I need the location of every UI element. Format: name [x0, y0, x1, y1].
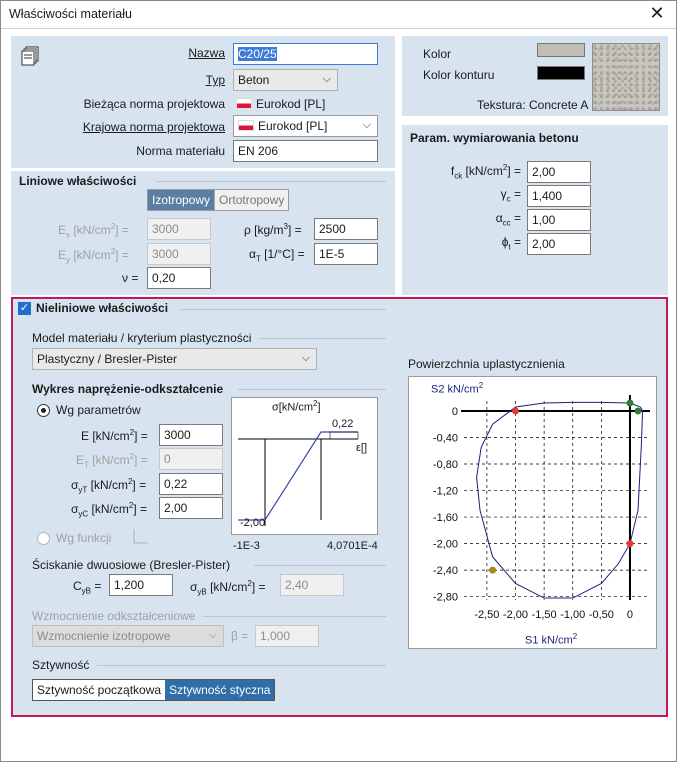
- model-select[interactable]: [32, 348, 317, 370]
- yield-point: [512, 407, 519, 414]
- biaxial-title: Ściskanie dwuosiowe (Bresler-Pister): [32, 558, 231, 572]
- syb-label: $\sigma_{yB}$ $[kN/cm^2]$ =: [190, 579, 266, 597]
- ey-value: 3000: [152, 247, 179, 261]
- x-tick-label: -1,00: [560, 609, 586, 621]
- stress-strain-diagram: [231, 397, 378, 535]
- by-parameters-label: Wg parametrów: [56, 403, 141, 417]
- contour-color-label: Kolor konturu: [423, 68, 495, 82]
- hardening-value: Wzmocnienie izotropowe: [37, 629, 171, 643]
- current-standard-text: Eurokod [PL]: [256, 97, 326, 111]
- y-tick-label: -0,40: [432, 432, 458, 445]
- current-standard-value: [236, 97, 325, 111]
- concrete-param-label: $\gamma_c$ =: [500, 187, 521, 204]
- y-tick-label: -2,40: [432, 565, 458, 578]
- x-tick-label: -0,50: [588, 609, 614, 621]
- beta-value: 1,000: [260, 629, 291, 643]
- yield-chart-title: Powierzchnia uplastycznienia: [408, 357, 565, 371]
- current-standard-label: Bieżąca norma projektowa: [83, 97, 225, 111]
- e-value: 3000: [164, 428, 191, 442]
- isotropic-option[interactable]: Izotropowy: [148, 190, 214, 210]
- color-swatch[interactable]: [537, 43, 585, 57]
- yield-point: [626, 399, 633, 406]
- ey-input: [147, 243, 211, 265]
- yield-xlabel: S1 $kN/cm^2$: [525, 632, 578, 647]
- rho-label: ρ $[kg/m^3]$ =: [244, 222, 302, 237]
- national-standard-select[interactable]: [233, 115, 378, 137]
- concrete-param-value: 2,00: [532, 165, 556, 179]
- typ-value: Beton: [238, 73, 270, 87]
- window-title: Właściwości materiału: [9, 7, 132, 21]
- y-tick-label: 0: [451, 405, 458, 418]
- orthotropic-option[interactable]: Ortotropowy: [214, 190, 288, 210]
- stiffness-title: Sztywność: [32, 658, 90, 672]
- chevron-down-icon: ⌵: [301, 352, 310, 364]
- flag-pl-icon: [238, 120, 254, 131]
- initial-stiffness-option[interactable]: Sztywność początkowa: [37, 683, 162, 697]
- chevron-down-icon: ⌵: [322, 73, 331, 85]
- material-standard-input[interactable]: [233, 140, 378, 162]
- concrete-param-input[interactable]: [527, 209, 591, 231]
- syc-value: 2,00: [164, 501, 188, 515]
- beta-label: β =: [231, 629, 249, 643]
- concrete-param-value: 2,00: [532, 237, 556, 251]
- nazwa-label: Nazwa: [188, 46, 225, 60]
- beta-input: [255, 625, 319, 647]
- stiffness-toggle[interactable]: [32, 679, 275, 701]
- flag-pl-icon: [236, 98, 252, 109]
- ey-label: $E_y$ $[kN/cm^2]$ =: [58, 247, 129, 265]
- mini-xmax: 4,0701E-4: [327, 540, 378, 552]
- chevron-down-icon: ⌵: [208, 629, 217, 641]
- et-label: $E_T$ $[kN/cm^2]$ =: [76, 452, 148, 470]
- divider: [238, 389, 386, 390]
- et-value: 0: [164, 452, 171, 466]
- concrete-title: Param. wymiarowania betonu: [410, 131, 579, 145]
- cyb-label: $C_{yB}$ =: [73, 579, 102, 596]
- syc-input[interactable]: [159, 497, 223, 519]
- chevron-down-icon: ⌵: [362, 119, 371, 131]
- hardening-select: [32, 625, 224, 647]
- nu-label: ν =: [122, 271, 139, 285]
- y-tick-label: -0,80: [432, 459, 458, 472]
- rho-value: 2500: [319, 222, 346, 236]
- by-function-label: Wg funkcji: [56, 531, 112, 545]
- alpha-t-value: 1E-5: [319, 247, 345, 261]
- yield-surface-curve: [477, 402, 643, 598]
- texture-label: Tekstura: Concrete A: [477, 98, 589, 112]
- syb-input: [280, 574, 344, 596]
- x-tick-label: 0: [626, 609, 634, 621]
- rho-input[interactable]: [314, 218, 378, 240]
- national-standard-value: Eurokod [PL]: [258, 119, 328, 133]
- nazwa-input[interactable]: [233, 43, 378, 65]
- et-input: [159, 448, 223, 470]
- concrete-param-input[interactable]: [527, 233, 591, 255]
- y-tick-label: -1,60: [432, 512, 458, 525]
- yield-ylabel: S2 $kN/cm^2$: [431, 381, 484, 396]
- divider: [97, 665, 386, 666]
- mini-eps-label: ε[]: [356, 442, 368, 454]
- y-tick-label: -2,00: [432, 538, 458, 551]
- syt-label: $\sigma_{yT}$ $[kN/cm^2]$ =: [71, 477, 147, 495]
- color-label: Kolor: [423, 47, 452, 61]
- close-icon[interactable]: ✕: [649, 3, 665, 23]
- concrete-param-label: $\alpha_{cc}$ =: [495, 211, 521, 228]
- concrete-param-input[interactable]: [527, 161, 591, 183]
- divider: [156, 181, 386, 182]
- stress-strain-plot: [232, 398, 379, 536]
- concrete-param-input[interactable]: [527, 185, 591, 207]
- syb-value: 2,40: [285, 578, 309, 592]
- nazwa-value: C20/25: [238, 47, 277, 61]
- model-label: Model materiału / kryterium plastyczności: [32, 331, 252, 345]
- divider: [181, 309, 386, 310]
- ex-input: [147, 218, 211, 240]
- function-graph-icon: [133, 528, 149, 546]
- x-tick-label: -1,50: [531, 609, 557, 621]
- tangent-stiffness-option[interactable]: Sztywność styczna: [165, 680, 274, 700]
- hardening-title: Wzmocnienie odkształceniowe: [32, 609, 196, 623]
- x-tick-label: -2,00: [502, 609, 529, 621]
- national-standard-label: Krajowa norma projektowa: [82, 120, 225, 134]
- mini-xmin: -1E-3: [233, 540, 260, 552]
- concrete-param-value: 1,400: [532, 189, 563, 203]
- e-label: E $[kN/cm^2]$ =: [81, 428, 148, 443]
- by-parameters-radio[interactable]: [37, 404, 50, 417]
- y-tick-label: -1,20: [432, 485, 458, 498]
- title-bar: [1, 1, 676, 29]
- divider: [203, 616, 386, 617]
- contour-color-swatch[interactable]: [537, 66, 585, 80]
- stress-strain-title: Wykres naprężenie-odkształcenie: [32, 382, 224, 396]
- cyb-value: 1,200: [114, 578, 145, 592]
- concrete-param-label: $\phi_t$ =: [501, 235, 521, 252]
- syt-input[interactable]: [159, 473, 223, 495]
- model-value: Plastyczny / Bresler-Pister: [37, 352, 178, 366]
- cyb-input[interactable]: [109, 574, 173, 596]
- isotropy-toggle[interactable]: [147, 189, 289, 211]
- material-standard-label: Norma materiału: [136, 144, 225, 158]
- x-tick-label: -2,50: [474, 609, 500, 621]
- concrete-param-value: 1,00: [532, 213, 556, 227]
- alpha-t-label: $\alpha_T$ [1/°C] =: [249, 247, 305, 264]
- yield-chart: [408, 376, 657, 649]
- mini-sigma-label: $\sigma[kN/cm^2]$: [272, 399, 321, 414]
- material-standard-value: EN 206: [238, 144, 279, 158]
- mini-bot-value: -2,00: [240, 517, 266, 529]
- nonlinear-checkbox[interactable]: ✓: [19, 302, 30, 314]
- yield-point: [634, 407, 641, 414]
- divider: [254, 565, 386, 566]
- yield-chart-plot: [409, 377, 658, 650]
- divider: [259, 338, 386, 339]
- nu-input[interactable]: [147, 267, 211, 289]
- concrete-param-label: $f_{ck}$ $[kN/cm^2]$ =: [450, 163, 521, 181]
- linear-title: Liniowe właściwości: [19, 174, 137, 188]
- syt-value: 0,22: [164, 477, 188, 491]
- ex-label: $E_x$ $[kN/cm^2]$ =: [58, 222, 129, 240]
- texture-preview[interactable]: [592, 43, 660, 111]
- ex-value: 3000: [152, 222, 179, 236]
- nonlinear-title: Nieliniowe właściwości: [36, 301, 169, 315]
- typ-label: Typ: [205, 73, 225, 87]
- material-library-icon[interactable]: [21, 46, 41, 66]
- yield-point: [626, 540, 633, 547]
- e-input[interactable]: [159, 424, 223, 446]
- syc-label: $\sigma_{yC}$ $[kN/cm^2]$ =: [71, 501, 147, 519]
- mini-top-value: 0,22: [332, 418, 354, 430]
- by-function-radio[interactable]: [37, 532, 50, 545]
- alpha-t-input[interactable]: [314, 243, 378, 265]
- typ-select[interactable]: [233, 69, 338, 91]
- nu-value: 0,20: [152, 271, 176, 285]
- y-tick-label: -2,80: [432, 591, 458, 604]
- yield-point: [489, 567, 496, 574]
